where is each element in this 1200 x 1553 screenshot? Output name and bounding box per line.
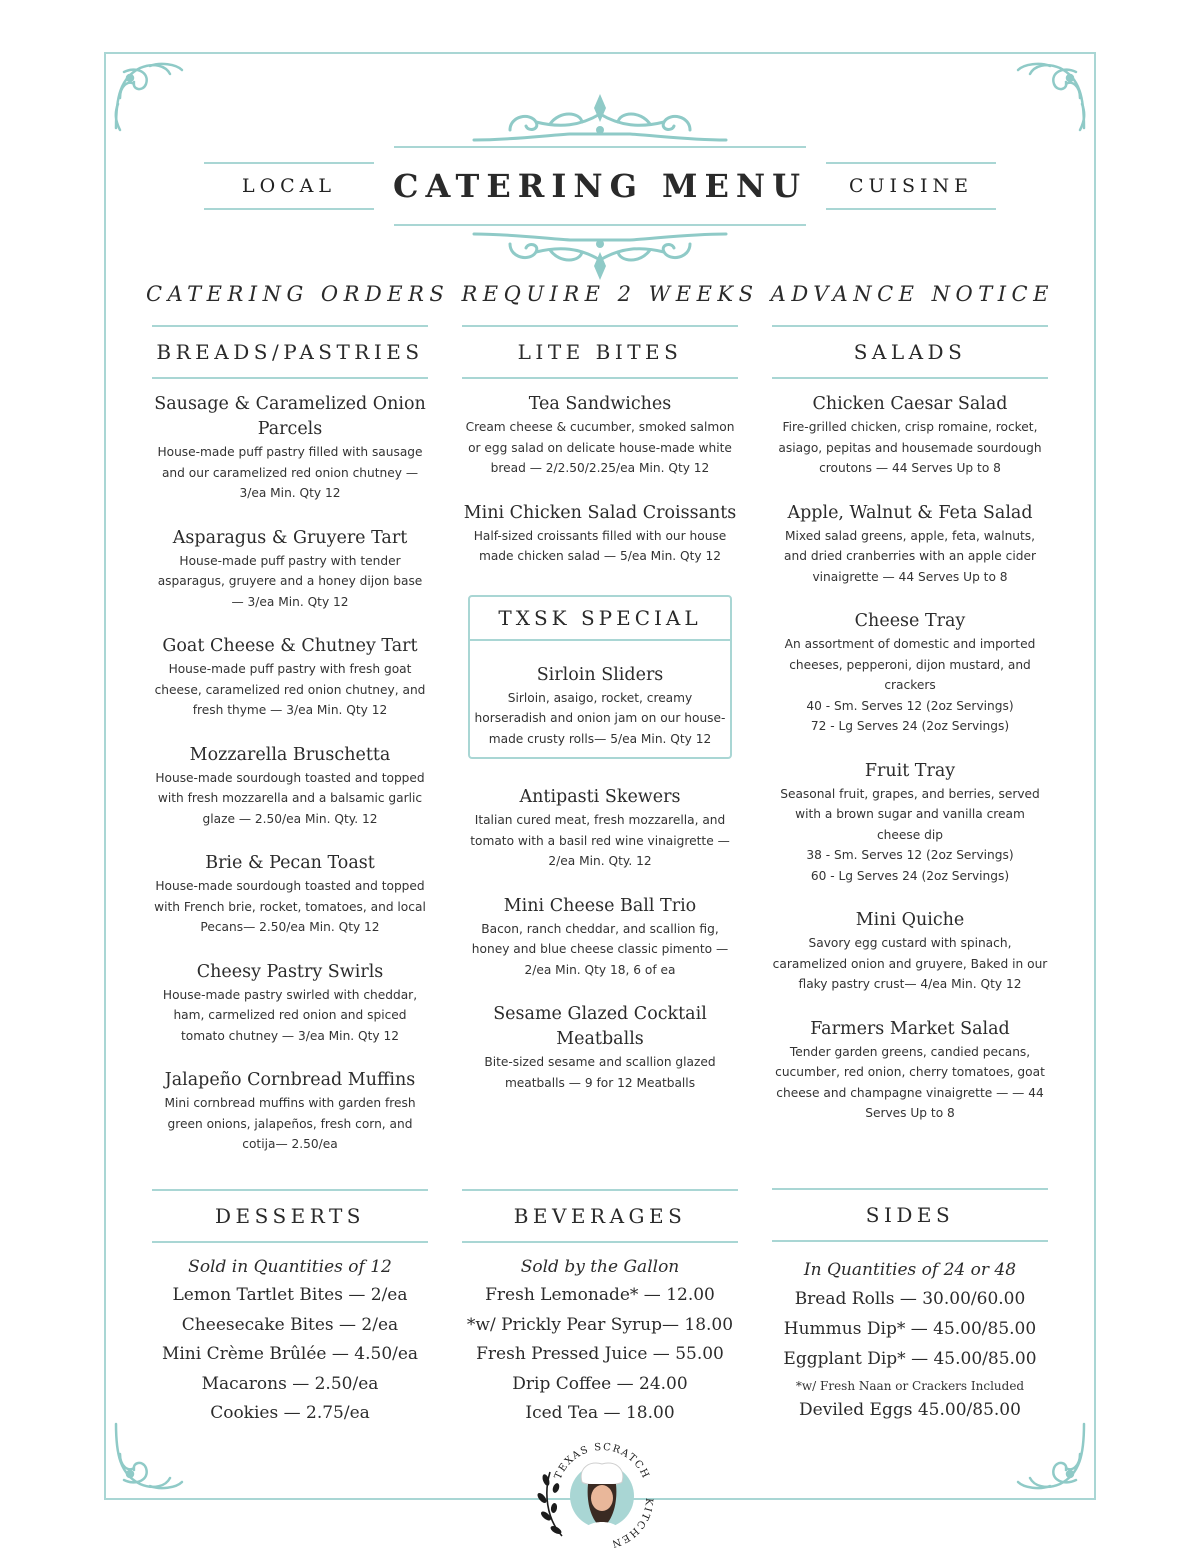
page-title: CATERING MENU xyxy=(393,167,807,205)
header-right-label: CUISINE xyxy=(826,162,996,210)
list-item: Iced Tea — 18.00 xyxy=(525,1403,675,1423)
list-item: Eggplant Dip* — 45.00/85.00 xyxy=(783,1349,1037,1369)
item-desc: Seasonal fruit, grapes, and berries, served with a brown sugar and vanilla cream cheese dip xyxy=(780,786,1040,842)
svg-text:KITCHEN: KITCHEN xyxy=(609,1497,655,1550)
item-name: Sausage & Caramelized Onion Parcels xyxy=(154,394,426,439)
page-title-box xyxy=(394,146,806,226)
menu-item xyxy=(772,609,1048,737)
item-name: Sesame Glazed Cocktail Meatballs xyxy=(493,1004,707,1049)
item-desc: Half-sized croissants filled with our house made chicken salad — 5/ea Min. Qty 12 xyxy=(473,528,727,563)
item-price-line: 60 - Lg Serves 24 (2oz Servings) xyxy=(810,868,1010,883)
menu-item xyxy=(462,785,738,872)
desserts-subtitle: Sold in Quantities of 12 xyxy=(188,1257,392,1277)
item-name: Fruit Tray xyxy=(864,760,956,781)
item-desc: Fire-grilled chicken, crisp romaine, rocket, asiago, pepitas and housemade sourdough croutons — 44 Serves Up to 8 xyxy=(778,420,1042,475)
item-desc: Mixed salad greens, apple, feta, walnuts, and dried cranberries with an apple cider vinaigrette — 44 Serves Up to 8 xyxy=(784,528,1036,584)
item-name: Cheese Tray xyxy=(854,611,966,631)
corner-ornament-icon xyxy=(1010,58,1090,138)
sides-heading: SIDES xyxy=(772,1188,1048,1242)
item-desc: House-made sourdough toasted and topped with fresh mozzarella and a balsamic garlic glaze — 2.50/ea Min. Qty. 12 xyxy=(155,770,425,826)
item-name: Apple, Walnut & Feta Salad xyxy=(787,502,1033,523)
item-name: Farmers Market Salad xyxy=(810,1018,1010,1039)
lite-bites-heading: LITE BITES xyxy=(462,325,738,379)
item-desc: House-made puff pastry with fresh goat cheese, caramelized red onion chutney, and fresh thyme — 3/ea Min. Qty 12 xyxy=(154,662,426,717)
item-desc: Savory egg custard with spinach, caramelized onion and gruyere, Baked in our flaky pastry crust— 4/ea Min. Qty 12 xyxy=(772,936,1048,991)
corner-ornament-icon xyxy=(1010,1414,1090,1494)
item-desc: Italian cured meat, fresh mozzarella, and tomato with a basil red wine vinaigrette — 2/ea Min. Qty. 12 xyxy=(470,813,730,868)
special-heading: TXSK SPECIAL xyxy=(470,597,730,641)
advance-notice: CATERING ORDERS REQUIRE 2 WEEKS ADVANCE NOTICE xyxy=(146,282,1054,306)
menu-item xyxy=(462,894,738,981)
menu-item xyxy=(152,392,428,504)
salads-section xyxy=(772,325,1048,1124)
item-desc: Tender garden greens, candied pecans, cucumber, red onion, cherry tomatoes, goat cheese and champagne vinaigrette — — 44 Serves Up to 8 xyxy=(775,1044,1045,1120)
item-name: Mini Quiche xyxy=(855,910,965,930)
item-name: Mini Cheese Ball Trio xyxy=(503,895,697,916)
menu-item xyxy=(772,1017,1048,1124)
menu-item xyxy=(152,851,428,938)
menu-item xyxy=(152,634,428,721)
item-name: Mini Chicken Salad Croissants xyxy=(463,502,737,523)
sides-section xyxy=(772,1188,1048,1422)
svg-text:TEXAS SCRATCH: TEXAS SCRATCH xyxy=(552,1441,652,1482)
sides-list xyxy=(772,1256,1048,1422)
menu-item xyxy=(462,392,738,479)
menu-item xyxy=(470,663,730,750)
list-item: Macarons — 2.50/ea xyxy=(201,1373,379,1394)
beverages-subtitle: Sold by the Gallon xyxy=(520,1257,680,1277)
salads-heading: SALADS xyxy=(772,325,1048,379)
item-name: Mozzarella Bruschetta xyxy=(189,744,391,765)
list-item: Lemon Tartlet Bites — 2/ea xyxy=(172,1285,408,1305)
desserts-heading: DESSERTS xyxy=(152,1189,428,1243)
item-desc: Bite-sized sesame and scallion glazed meatballs — 9 for 12 Meatballs xyxy=(484,1055,716,1090)
menu-item xyxy=(462,1002,738,1093)
title-flourish-icon xyxy=(470,226,730,282)
item-desc: Cream cheese & cucumber, smoked salmon or egg salad on delicate house-made white bread — 2/2.50/2.25/ea Min. Qty 12 xyxy=(465,420,735,475)
menu-item xyxy=(772,759,1048,887)
item-name: Chicken Caesar Salad xyxy=(812,394,1008,414)
beverages-list xyxy=(462,1253,738,1429)
item-desc: House-made puff pastry filled with sausage and our caramelized red onion chutney — 3/ea Min. Qty 12 xyxy=(157,445,423,500)
list-item: Cheesecake Bites — 2/ea xyxy=(181,1314,399,1335)
beverages-heading: BEVERAGES xyxy=(462,1189,738,1243)
list-item: Bread Rolls — 30.00/60.00 xyxy=(794,1289,1026,1309)
menu-item xyxy=(772,908,1048,995)
item-desc: House-made pastry swirled with cheddar, ham, carmelized red onion and spiced tomato chutney — 3/ea Min. Qty 12 xyxy=(162,987,418,1043)
item-price-line: 40 - Sm. Serves 12 (2oz Servings) xyxy=(806,698,1014,713)
desserts-section xyxy=(152,1189,428,1429)
menu-item xyxy=(152,1068,428,1155)
corner-ornament-icon xyxy=(110,58,190,138)
item-name: Brie & Pecan Toast xyxy=(205,853,375,873)
item-desc: Sirloin, asaigo, rocket, creamy horseradish and onion jam on our house-made crusty rolls— 5/ea Min. Qty 12 xyxy=(474,690,726,746)
list-item: Fresh Lemonade* — 12.00 xyxy=(485,1285,715,1305)
list-item: Cookies — 2.75/ea xyxy=(210,1403,370,1423)
sides-note: *w/ Fresh Naan or Crackers Included xyxy=(795,1379,1025,1393)
item-desc: House-made sourdough toasted and topped with French brie, rocket, tomatoes, and local Pecans— 2.50/ea Min. Qty 12 xyxy=(154,879,426,934)
list-item: Drip Coffee — 24.00 xyxy=(512,1373,688,1394)
desserts-list xyxy=(152,1253,428,1429)
menu-item xyxy=(152,743,428,830)
menu-item xyxy=(772,392,1048,479)
item-price-line: 72 - Lg Serves 24 (2oz Servings) xyxy=(810,719,1010,733)
item-name: Asparagus & Gruyere Tart xyxy=(172,527,408,548)
beverages-section xyxy=(462,1189,738,1429)
item-desc: Bacon, ranch cheddar, and scallion fig, honey and blue cheese classic pimento — 2/ea Min. Qty 18, 6 of ea xyxy=(471,921,729,977)
lite-bites-section xyxy=(462,325,738,1093)
list-item: Mini Crème Brûlée — 4.50/ea xyxy=(161,1344,419,1364)
breads-heading: BREADS/PASTRIES xyxy=(152,325,428,379)
item-desc: House-made puff pastry with tender asparagus, gruyere and a honey dijon base — 3/ea Min. Qty 12 xyxy=(157,553,423,609)
header-left-label: LOCAL xyxy=(204,162,374,210)
menu-item xyxy=(152,960,428,1047)
item-name: Tea Sandwiches xyxy=(528,394,672,414)
item-desc: An assortment of domestic and imported cheeses, pepperoni, dijon mustard, and crackers xyxy=(784,637,1036,692)
item-name: Cheesy Pastry Swirls xyxy=(196,961,384,982)
item-name: Goat Cheese & Chutney Tart xyxy=(162,636,418,656)
list-item: Hummus Dip* — 45.00/85.00 xyxy=(783,1319,1037,1339)
list-item: Deviled Eggs 45.00/85.00 xyxy=(799,1400,1021,1420)
menu-item xyxy=(462,501,738,567)
brand-logo xyxy=(528,1432,672,1550)
item-price-line: 38 - Sm. Serves 12 (2oz Servings) xyxy=(806,848,1014,862)
special-box xyxy=(468,595,732,760)
item-desc: Mini cornbread muffins with garden fresh green onions, jalapeños, fresh corn, and cotija— 2.50/ea xyxy=(164,1096,416,1151)
list-item: Fresh Pressed Juice — 55.00 xyxy=(476,1344,724,1364)
list-item: *w/ Prickly Pear Syrup— 18.00 xyxy=(466,1314,734,1335)
item-name: Antipasti Skewers xyxy=(519,787,681,807)
breads-list xyxy=(152,392,428,1155)
item-name: Jalapeño Cornbread Muffins xyxy=(164,1070,416,1090)
breads-section xyxy=(152,325,428,1155)
menu-item xyxy=(772,501,1048,588)
sides-subtitle: In Quantities of 24 or 48 xyxy=(803,1260,1017,1280)
menu-item xyxy=(152,526,428,613)
item-name: Sirloin Sliders xyxy=(536,664,664,685)
title-flourish-icon xyxy=(470,92,730,148)
